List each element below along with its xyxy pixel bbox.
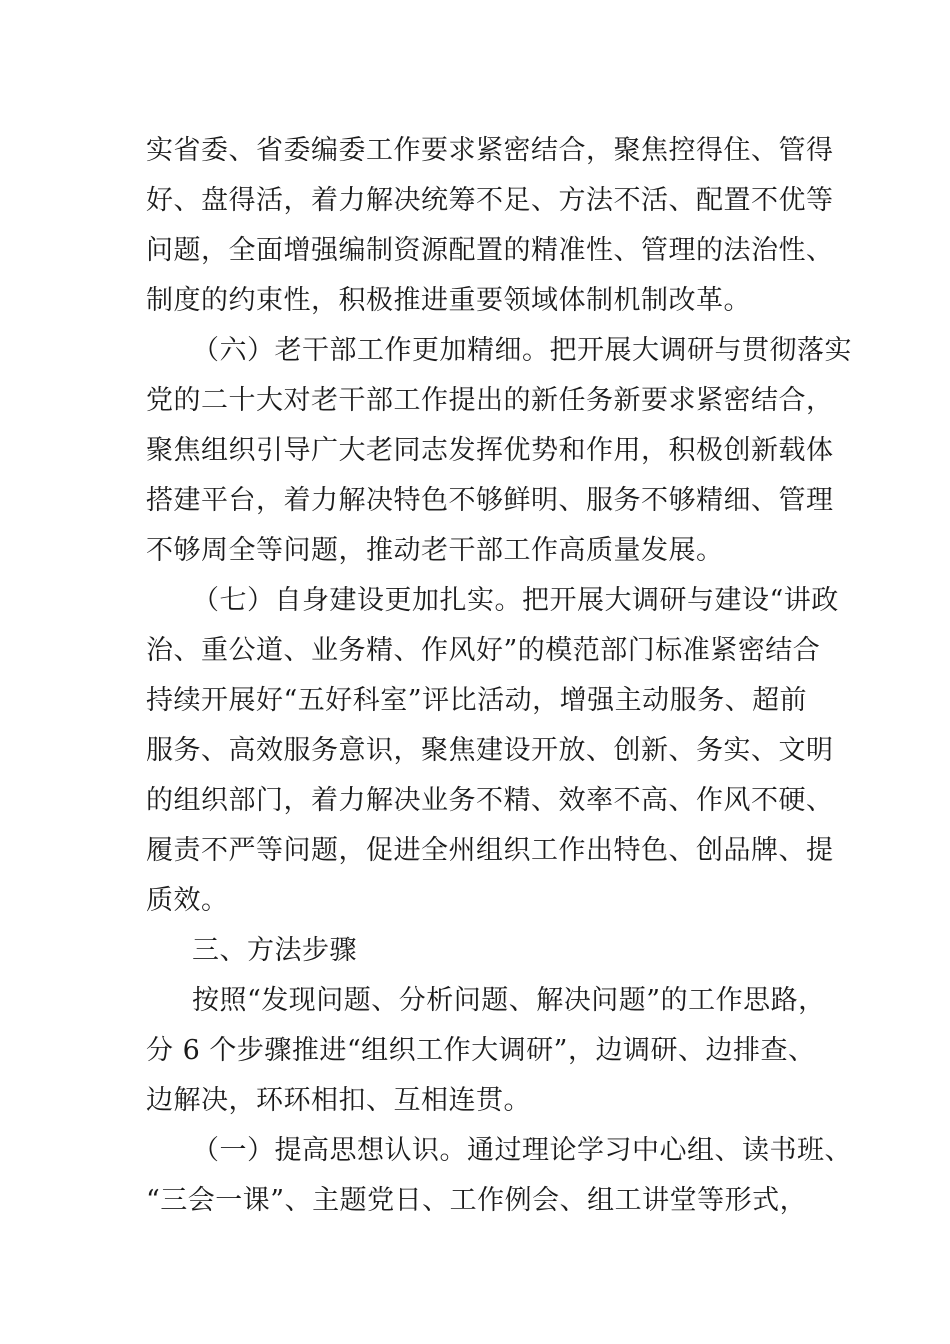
paragraph-staffing-continuation bbox=[146, 126, 834, 326]
paragraph-step-one bbox=[146, 1126, 852, 1226]
text-line: “三会一课”、主题党日、工作例会、组工讲堂等形式， bbox=[146, 1185, 808, 1216]
paragraph-methods-intro bbox=[146, 976, 826, 1126]
text-line: 不够周全等问题，推动老干部工作高质量发展。 bbox=[146, 535, 724, 566]
paragraph-veteran-cadres bbox=[146, 326, 852, 576]
paragraph-self-building bbox=[146, 576, 839, 926]
text-line: 实省委、省委编委工作要求紧密结合，聚焦控得住、管得 bbox=[146, 135, 834, 166]
text-line: 治、重公道、业务精、作风好”的模范部门标准紧密结合 bbox=[146, 635, 821, 666]
text-line: 搭建平台，着力解决特色不够鲜明、服务不够精细、管理 bbox=[146, 485, 834, 516]
text-line: 分 6 个步骤推进“组织工作大调研”，边调研、边排查、 bbox=[146, 1035, 816, 1066]
text-line: 质效。 bbox=[146, 885, 229, 916]
text-line: （一）提高思想认识。通过理论学习中心组、读书班、 bbox=[192, 1135, 852, 1166]
text-line: 按照“发现问题、分析问题、解决问题”的工作思路， bbox=[192, 985, 826, 1016]
section-heading-methods bbox=[146, 926, 810, 976]
text-line: 履责不严等问题，促进全州组织工作出特色、创品牌、提 bbox=[146, 835, 834, 866]
text-line: 的组织部门，着力解决业务不精、效率不高、作风不硬、 bbox=[146, 785, 834, 816]
text-line: （七）自身建设更加扎实。把开展大调研与建设“讲政 bbox=[192, 585, 839, 616]
document-body bbox=[146, 126, 852, 1226]
text-line: （六）老干部工作更加精细。把开展大调研与贯彻落实 bbox=[192, 335, 852, 366]
text-line: 问题，全面增强编制资源配置的精准性、管理的法治性、 bbox=[146, 235, 834, 266]
text-line: 服务、高效服务意识，聚焦建设开放、创新、务实、文明 bbox=[146, 735, 834, 766]
text-line: 制度的约束性，积极推进重要领域体制机制改革。 bbox=[146, 285, 751, 316]
section-heading: 三、方法步骤 bbox=[192, 935, 357, 966]
text-line: 聚焦组织引导广大老同志发挥优势和作用，积极创新载体 bbox=[146, 435, 834, 466]
text-line: 好、盘得活，着力解决统筹不足、方法不活、配置不优等 bbox=[146, 185, 834, 216]
text-line: 党的二十大对老干部工作提出的新任务新要求紧密结合， bbox=[146, 385, 834, 416]
text-line: 持续开展好“五好科室”评比活动，增强主动服务、超前 bbox=[146, 685, 808, 716]
text-line: 边解决，环环相扣、互相连贯。 bbox=[146, 1085, 531, 1116]
